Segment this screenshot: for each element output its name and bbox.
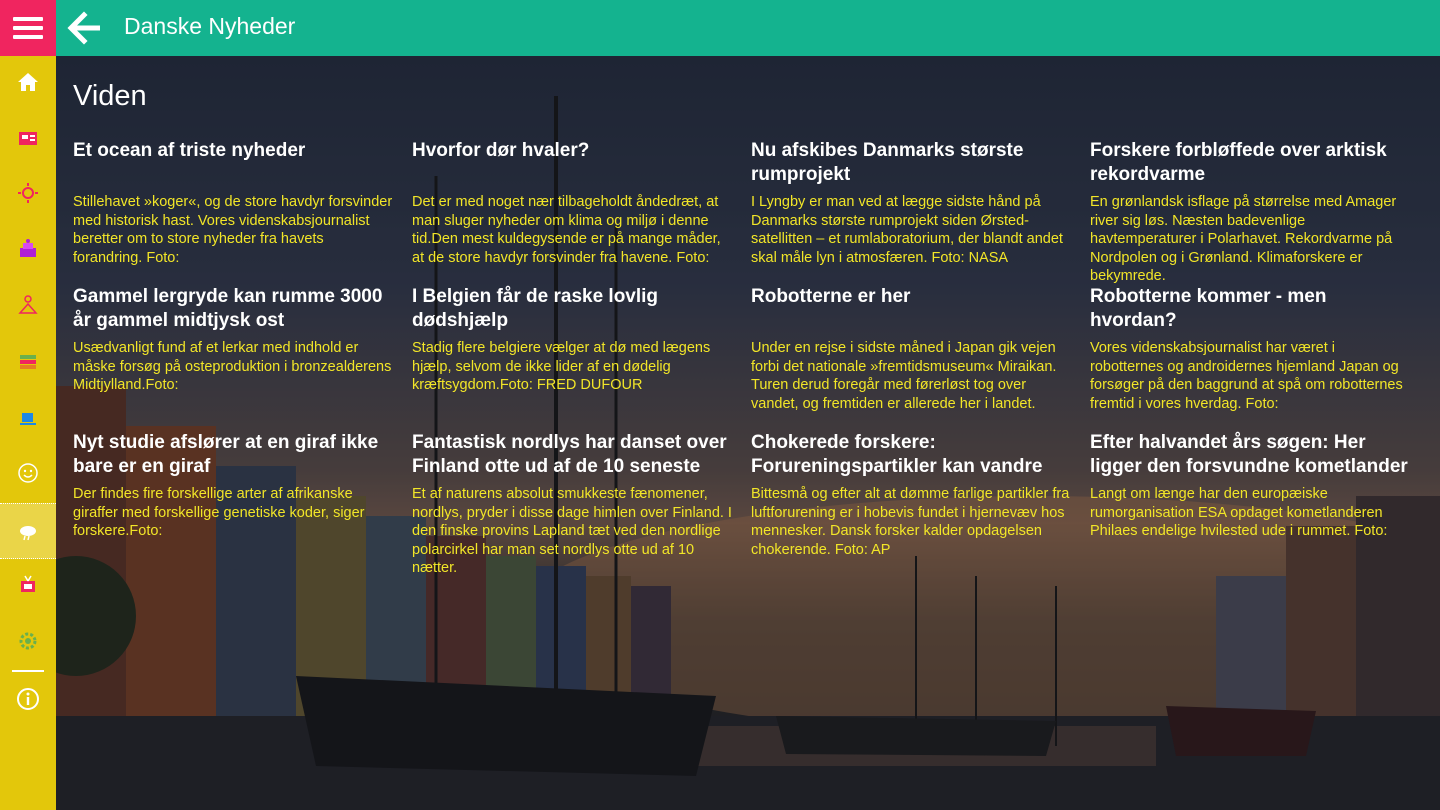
sidebar-item-celebrity[interactable] (0, 225, 56, 273)
smiley-icon (17, 462, 39, 484)
article-summary: Vores videnskabsjournalist har været i robotternes og androidernes hjemland Japan og forsøger på den baggrund at spå om robotternes fremtid i vores hverdag. Foto: (1090, 340, 1403, 412)
back-button[interactable] (68, 12, 102, 44)
sidebar-item-home[interactable] (0, 58, 56, 106)
sun-icon (17, 182, 39, 204)
article-summary: Bittesmå og efter alt at dømme farlige partikler fra luftforurening er i hobevis fundet i hjernevæv hos mennesker. Dansk forsker kalder opdagelsen chokerende. Foto: AP (751, 486, 1070, 558)
article-summary: Stillehavet »koger«, og de store havdyr forsvinder med historisk hast. Vores videnskabsjournalist beretter om to store nyheder fra havets forandring. Foto: (73, 194, 393, 266)
article-summary: Det er med noget nær tilbageholdt åndedræt, at man sluger nyheder om klima og miljø i denne tid.Den mest kuldegysende er på mange måder, at de store havdyr forsvinder fra havene. Foto: (412, 194, 721, 266)
article-title: Efter halvandet års søgen: Her ligger den forsvundne kometlander (1090, 432, 1408, 477)
menu-line (13, 26, 43, 30)
newspaper-icon (17, 127, 39, 147)
article-title: Fantastisk nordlys har danset over Finland otte ud af de 10 seneste (412, 432, 727, 477)
article-card[interactable] (73, 139, 395, 266)
article-card[interactable] (73, 431, 395, 539)
article-card[interactable] (1090, 285, 1412, 412)
sidebar-item-news[interactable] (0, 113, 56, 161)
sidebar-item-settings[interactable] (0, 617, 56, 665)
section-title: Viden (73, 80, 147, 112)
article-card[interactable] (1090, 139, 1412, 284)
article-title: I Belgien får de raske lovlig dødshjælp (412, 286, 659, 331)
sidebar-item-tv[interactable] (0, 561, 56, 609)
sidebar-item-weather-sun[interactable] (0, 169, 56, 217)
arrow-left-icon (68, 12, 102, 44)
article-summary: I Lyngby er man ved at lægge sidste hånd på Danmarks største rumprojekt siden Ørsted-satellitten – et rumlaboratorium, der blandt andet skal måle lyn i atmosfæren. Foto: NASA (751, 194, 1063, 266)
article-title: Robotterne kommer - men hvordan? (1090, 286, 1327, 331)
article-title: Forskere forbløffede over arktisk rekordvarme (1090, 140, 1387, 185)
article-summary: Under en rejse i sidste måned i Japan gik vejen forbi det nationale »fremtidsmuseum« Miraikan. Turen derud foregår med førerløst tog over vandet, og fremtiden er allerede her i landet. (751, 340, 1057, 412)
top-bar (0, 0, 1440, 56)
sidebar-item-books[interactable] (0, 337, 56, 385)
article-card[interactable] (412, 431, 734, 576)
article-card[interactable] (1090, 431, 1412, 539)
menu-line (13, 17, 43, 21)
article-card[interactable] (751, 139, 1073, 266)
article-summary: En grønlandsk isflage på størrelse med Amager river sig løs. Næsten badevenlige havtemperaturer i Polarhavet. Rekordvarme på Nordpolen og i Grønland. Klimaforskere er bekymrede. (1090, 194, 1397, 284)
sidebar-divider (12, 670, 44, 672)
gear-icon (17, 630, 39, 652)
coffee-icon (17, 407, 39, 427)
sidebar-item-fun[interactable] (0, 449, 56, 497)
hamburger-menu-button[interactable] (0, 0, 56, 56)
home-icon (17, 72, 39, 92)
sidebar (0, 56, 56, 810)
article-card[interactable] (412, 285, 734, 393)
article-summary: Stadig flere belgiere vælger at dø med lægens hjælp, selvom de ikke lider af en dødelig kræftsygdom.Foto: FRED DUFOUR (412, 340, 711, 393)
article-summary: Der findes fire forskellige arter af afrikanske giraffer med forskellige genetiske koder, siger forskere.Foto: (73, 486, 365, 539)
sidebar-item-science[interactable] (0, 503, 56, 559)
weather-icon (17, 521, 39, 541)
article-title: Et ocean af triste nyheder (73, 140, 306, 161)
menu-line (13, 35, 43, 39)
article-title: Robotterne er her (751, 286, 911, 307)
sidebar-item-lifestyle[interactable] (0, 281, 56, 329)
article-summary: Usædvanligt fund af et lerkar med indhold er måske forsøg på osteproduktion i bronzealderens Midtjylland.Foto: (73, 340, 392, 393)
sidebar-item-info[interactable] (0, 675, 56, 723)
sidebar-item-food[interactable] (0, 393, 56, 441)
tv-icon (17, 574, 39, 596)
article-summary: Langt om længe har den europæiske rumorganisation ESA opdaget kometlanderen Philaes endelige hvilested ude i rummet. Foto: (1090, 486, 1388, 539)
article-card[interactable] (751, 285, 1073, 412)
article-title: Gammel lergryde kan rumme 3000 år gammel midtjysk ost (73, 286, 383, 331)
figure-icon (17, 294, 39, 316)
app-title: Danske Nyheder (124, 13, 296, 39)
article-title: Chokerede forskere: Forureningspartikler kan vandre (751, 432, 1043, 477)
info-icon (16, 687, 40, 711)
article-card[interactable] (73, 285, 395, 393)
article-title: Nyt studie afslører at en giraf ikke bare er en giraf (73, 432, 379, 477)
article-summary: Et af naturens absolut smukkeste fænomener, nordlys, pryder i disse dage himlen over Finland. I den finske provins Lapland tæt ved den nordlige polarcirkel har man set nordlys otte ud af 10 nætter. (412, 486, 732, 576)
article-card[interactable] (412, 139, 734, 266)
article-card[interactable] (751, 431, 1073, 558)
article-title: Hvorfor dør hvaler? (412, 140, 590, 161)
books-icon (17, 351, 39, 371)
article-title: Nu afskibes Danmarks største rumprojekt (751, 140, 1024, 185)
cake-icon (17, 238, 39, 260)
